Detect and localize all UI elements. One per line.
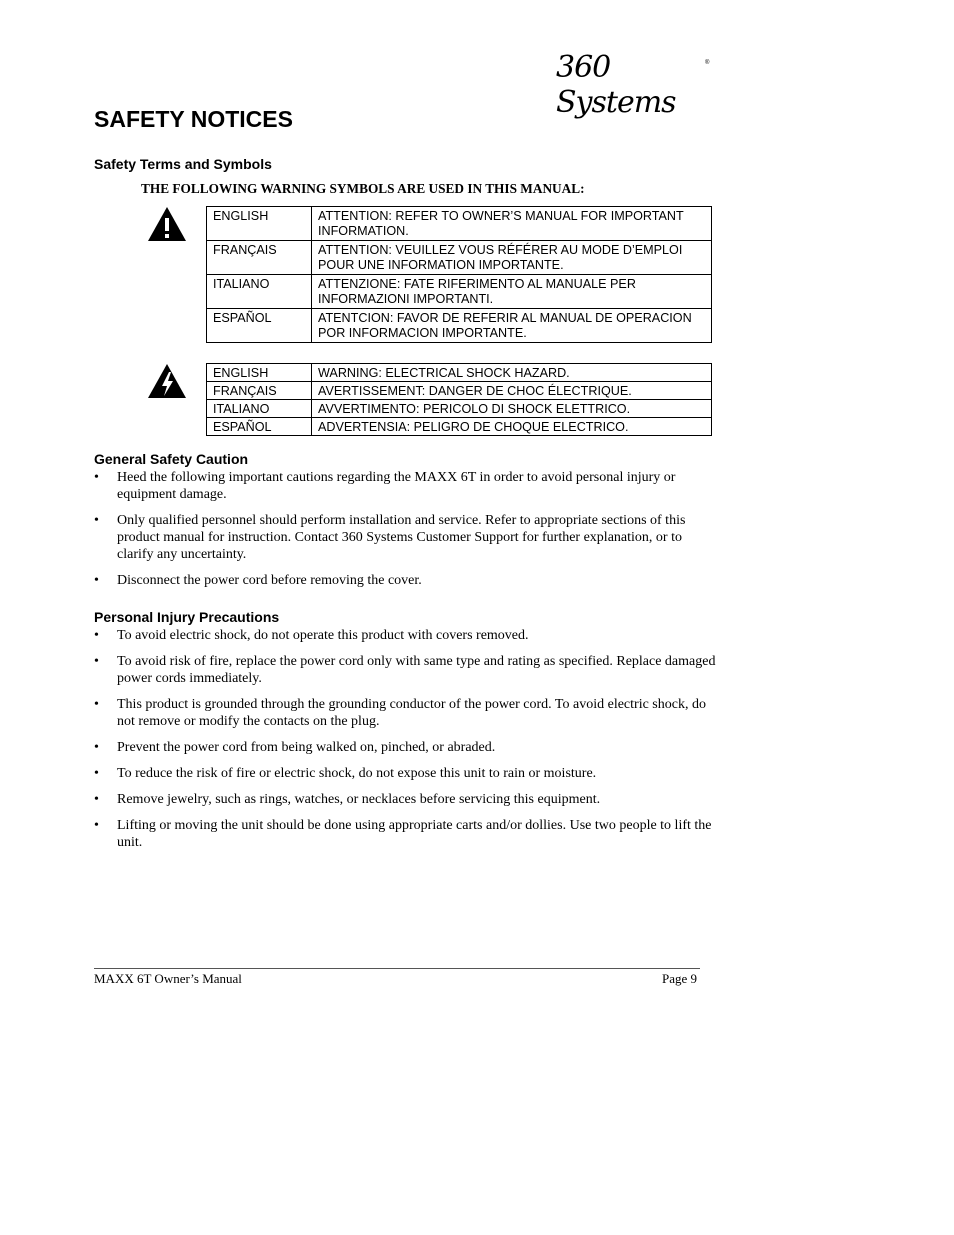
message-cell: ATTENTION: REFER TO OWNER’S MANUAL FOR IMPORTANT INFORMATION. xyxy=(312,207,712,241)
table-row xyxy=(207,364,712,382)
page-title: SAFETY NOTICES xyxy=(94,106,293,132)
list-item: • Heed the following important cautions regarding the MAXX 6T in order to avoid personal injury or equipment damage. xyxy=(94,470,676,502)
safety-terms-heading: Safety Terms and Symbols xyxy=(94,156,272,172)
table-row xyxy=(207,241,712,275)
table-row xyxy=(207,207,712,241)
list-item-text: To reduce the risk of fire or electric shock, do not expose this unit to rain or moisture. xyxy=(117,766,597,781)
list-item: • Prevent the power cord from being walked on, pinched, or abraded. xyxy=(94,740,496,755)
list-item-text: Prevent the power cord from being walked on, pinched, or abraded. xyxy=(117,740,496,755)
table-row xyxy=(207,418,712,436)
language-cell: FRANÇAIS xyxy=(207,382,312,400)
list-item-text: Heed the following important cautions regarding the MAXX 6T in order to avoid personal injury or equipment damage. xyxy=(117,470,676,502)
general-caution-heading: General Safety Caution xyxy=(94,451,249,467)
message-cell: AVVERTIMENTO: PERICOLO DI SHOCK ELETTRICO. xyxy=(312,400,712,418)
symbols-intro: THE FOLLOWING WARNING SYMBOLS ARE USED IN THIS MANUAL: xyxy=(141,181,585,196)
exclamation-warning-icon xyxy=(147,206,187,242)
message-cell: AVERTISSEMENT: DANGER DE CHOC ÉLECTRIQUE. xyxy=(312,382,712,400)
lightning-warning-icon xyxy=(147,363,187,399)
list-item: • To avoid risk of fire, replace the power cord only with same type and rating as specified. Replace damaged power cords immediately. xyxy=(94,654,716,686)
table-row xyxy=(207,275,712,309)
logo-text: 360 Systems xyxy=(556,50,676,120)
language-cell: ENGLISH xyxy=(207,207,312,241)
list-item: • Disconnect the power cord before removing the cover. xyxy=(94,573,422,588)
list-item-text: Disconnect the power cord before removing the cover. xyxy=(117,573,422,588)
table-row xyxy=(207,309,712,343)
injury-precautions-heading: Personal Injury Precautions xyxy=(94,609,280,625)
language-cell: ESPAÑOL xyxy=(207,309,312,343)
list-item-text: Remove jewelry, such as rings, watches, or necklaces before servicing this equipment. xyxy=(117,792,601,807)
language-cell: ITALIANO xyxy=(207,275,312,309)
list-item-text: This product is grounded through the grounding conductor of the power cord. To avoid electric shock, do not remove or modify the contacts on the plug. xyxy=(117,697,706,729)
message-cell: ATTENTION: VEUILLEZ VOUS RÉFÉRER AU MODE D’EMPLOI POUR UNE INFORMATION IMPORTANTE. xyxy=(312,241,712,275)
language-cell: FRANÇAIS xyxy=(207,241,312,275)
message-cell: ATTENZIONE: FATE RIFERIMENTO AL MANUALE PER INFORMAZIONI IMPORTANTI. xyxy=(312,275,712,309)
footer-divider xyxy=(94,968,700,969)
table-row xyxy=(207,400,712,418)
list-item-text: Lifting or moving the unit should be done using appropriate carts and/or dollies. Use two people to lift the unit. xyxy=(117,818,712,850)
list-item: • Remove jewelry, such as rings, watches, or necklaces before servicing this equipment. xyxy=(94,792,601,807)
list-item-text: To avoid risk of fire, replace the power cord only with same type and rating as specified. Replace damaged power cords immediately. xyxy=(117,654,716,686)
list-item: • This product is grounded through the grounding conductor of the power cord. To avoid electric shock, do not remove or modify the contacts on the plug. xyxy=(94,697,706,729)
injury-precautions-list xyxy=(94,627,720,860)
language-cell: ESPAÑOL xyxy=(207,418,312,436)
message-cell: ADVERTENSIA: PELIGRO DE CHOQUE ELECTRICO. xyxy=(312,418,712,436)
company-logo xyxy=(556,50,716,120)
shock-hazard-table xyxy=(206,363,712,436)
footer-page-number: Page 9 xyxy=(662,971,698,986)
list-item: • Only qualified personnel should perform installation and service. Refer to appropriate sections of this product manual for instruction. Contact 360 Systems Customer Support for further explanation, or to clarify any uncertainty. xyxy=(94,513,686,562)
message-cell: ATENTCION: FAVOR DE REFERIR AL MANUAL DE OPERACION POR INFORMACION IMPORTANTE. xyxy=(312,309,712,343)
list-item-text: To avoid electric shock, do not operate this product with covers removed. xyxy=(117,628,529,643)
list-item-text: Only qualified personnel should perform installation and service. Refer to appropriate sections of this product manual for instruction. Contact 360 Systems Customer Support for further explanation, or to clarify any uncertainty. xyxy=(117,513,686,562)
footer-manual-title: MAXX 6T Owner’s Manual xyxy=(94,971,242,986)
list-item: • Lifting or moving the unit should be done using appropriate carts and/or dollies. Use two people to lift the unit. xyxy=(94,818,712,850)
list-item: • To avoid electric shock, do not operate this product with covers removed. xyxy=(94,628,529,643)
registered-mark: ® xyxy=(705,60,710,66)
list-item: • To reduce the risk of fire or electric shock, do not expose this unit to rain or moisture. xyxy=(94,766,597,781)
language-cell: ITALIANO xyxy=(207,400,312,418)
table-row xyxy=(207,382,712,400)
language-cell: ENGLISH xyxy=(207,364,312,382)
general-caution-list xyxy=(94,469,720,598)
message-cell: WARNING: ELECTRICAL SHOCK HAZARD. xyxy=(312,364,712,382)
attention-table xyxy=(206,206,712,343)
